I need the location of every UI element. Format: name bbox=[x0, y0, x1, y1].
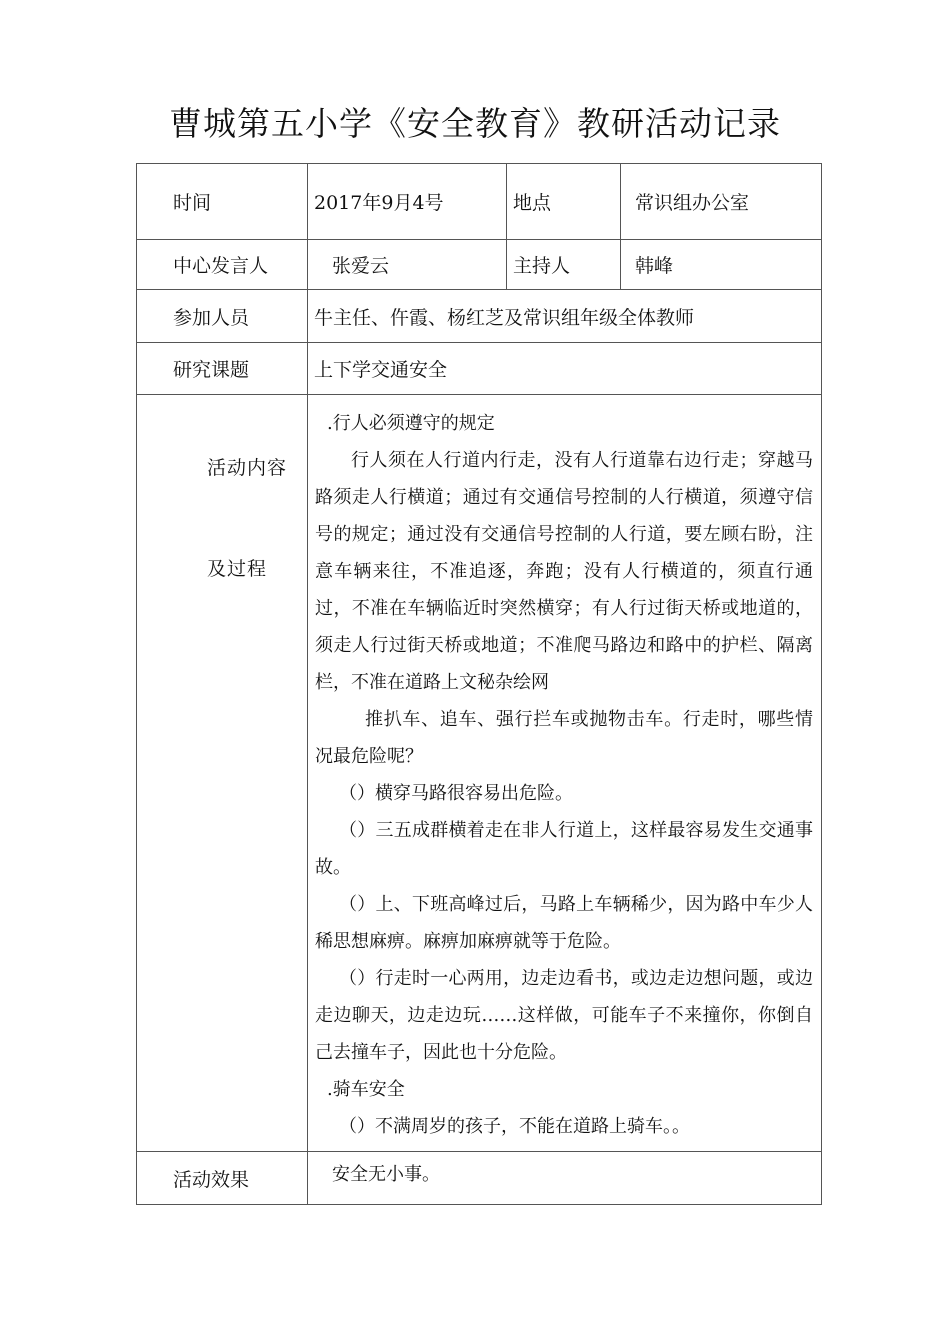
time-value: 2017年9月4号 bbox=[308, 164, 507, 240]
activity-record-table bbox=[136, 163, 822, 1205]
document-title: 曹城第五小学《安全教育》教研活动记录 bbox=[169, 104, 781, 143]
speaker-value: 张爱云 bbox=[308, 240, 507, 290]
host-label: 主持人 bbox=[507, 240, 621, 290]
place-value: 常识组办公室 bbox=[621, 164, 822, 240]
row-participants bbox=[137, 290, 822, 343]
content-item: （）不满周岁的孩子，不能在道路上骑车。。 bbox=[339, 1116, 690, 1137]
content-label-line1: 活动内容 bbox=[207, 457, 288, 479]
content-label-line2: 及过程 bbox=[207, 558, 268, 580]
place-label: 地点 bbox=[507, 164, 621, 240]
participants-value: 牛主任、仵霞、杨红芝及常识组年级全体教师 bbox=[308, 290, 822, 343]
effect-value: 安全无小事。 bbox=[308, 1152, 822, 1205]
row-content bbox=[137, 395, 822, 1152]
effect-label: 活动效果 bbox=[137, 1152, 308, 1205]
row-topic bbox=[137, 343, 822, 395]
time-label: 时间 bbox=[137, 164, 308, 240]
row-effect bbox=[137, 1152, 822, 1205]
topic-label: 研究课题 bbox=[137, 343, 308, 395]
topic-value: 上下学交通安全 bbox=[308, 343, 822, 395]
speaker-label: 中心发言人 bbox=[137, 240, 308, 290]
participants-label: 参加人员 bbox=[137, 290, 308, 343]
row-time bbox=[137, 164, 822, 240]
content-item: （）上、下班高峰过后，马路上车辆稀少，因为路中车少人稀思想麻痹。麻痹加麻痹就等于危险。 bbox=[315, 894, 813, 952]
content-item: （）横穿马路很容易出危险。 bbox=[339, 783, 573, 804]
content-label-cell bbox=[137, 395, 308, 1152]
content-heading-cycling: .骑车安全 bbox=[327, 1079, 405, 1100]
content-item: （）三五成群横着走在非人行道上，这样最容易发生交通事故。 bbox=[315, 820, 813, 878]
content-paragraph: 推扒车、追车、强行拦车或抛物击车。行走时，哪些情况最危险呢？ bbox=[315, 709, 813, 767]
content-body bbox=[308, 395, 822, 1152]
content-paragraph: 行人须在人行道内行走，没有人行道靠右边行走；穿越马路须走人行横道；通过有交通信号控制的人行横道，须遵守信号的规定；通过没有交通信号控制的人行道，要左顾右盼，注意车辆来往，不准追逐，奔跑；没有人行横道的，须直行通过，不准在车辆临近时突然横穿；有人行过街天桥或地道的，须走人行过街天桥或地道；不准爬马路边和路中的护栏、隔离栏，不准在道路上文秘杂绘网 bbox=[315, 450, 813, 693]
row-speaker bbox=[137, 240, 822, 290]
content-heading-pedestrian: .行人必须遵守的规定 bbox=[327, 413, 495, 434]
content-item: （）行走时一心两用，边走边看书，或边走边想问题，或边走边聊天，边走边玩……这样做，可能车子不来撞你，你倒自己去撞车子，因此也十分危险。 bbox=[315, 968, 813, 1063]
host-value: 韩峰 bbox=[621, 240, 822, 290]
